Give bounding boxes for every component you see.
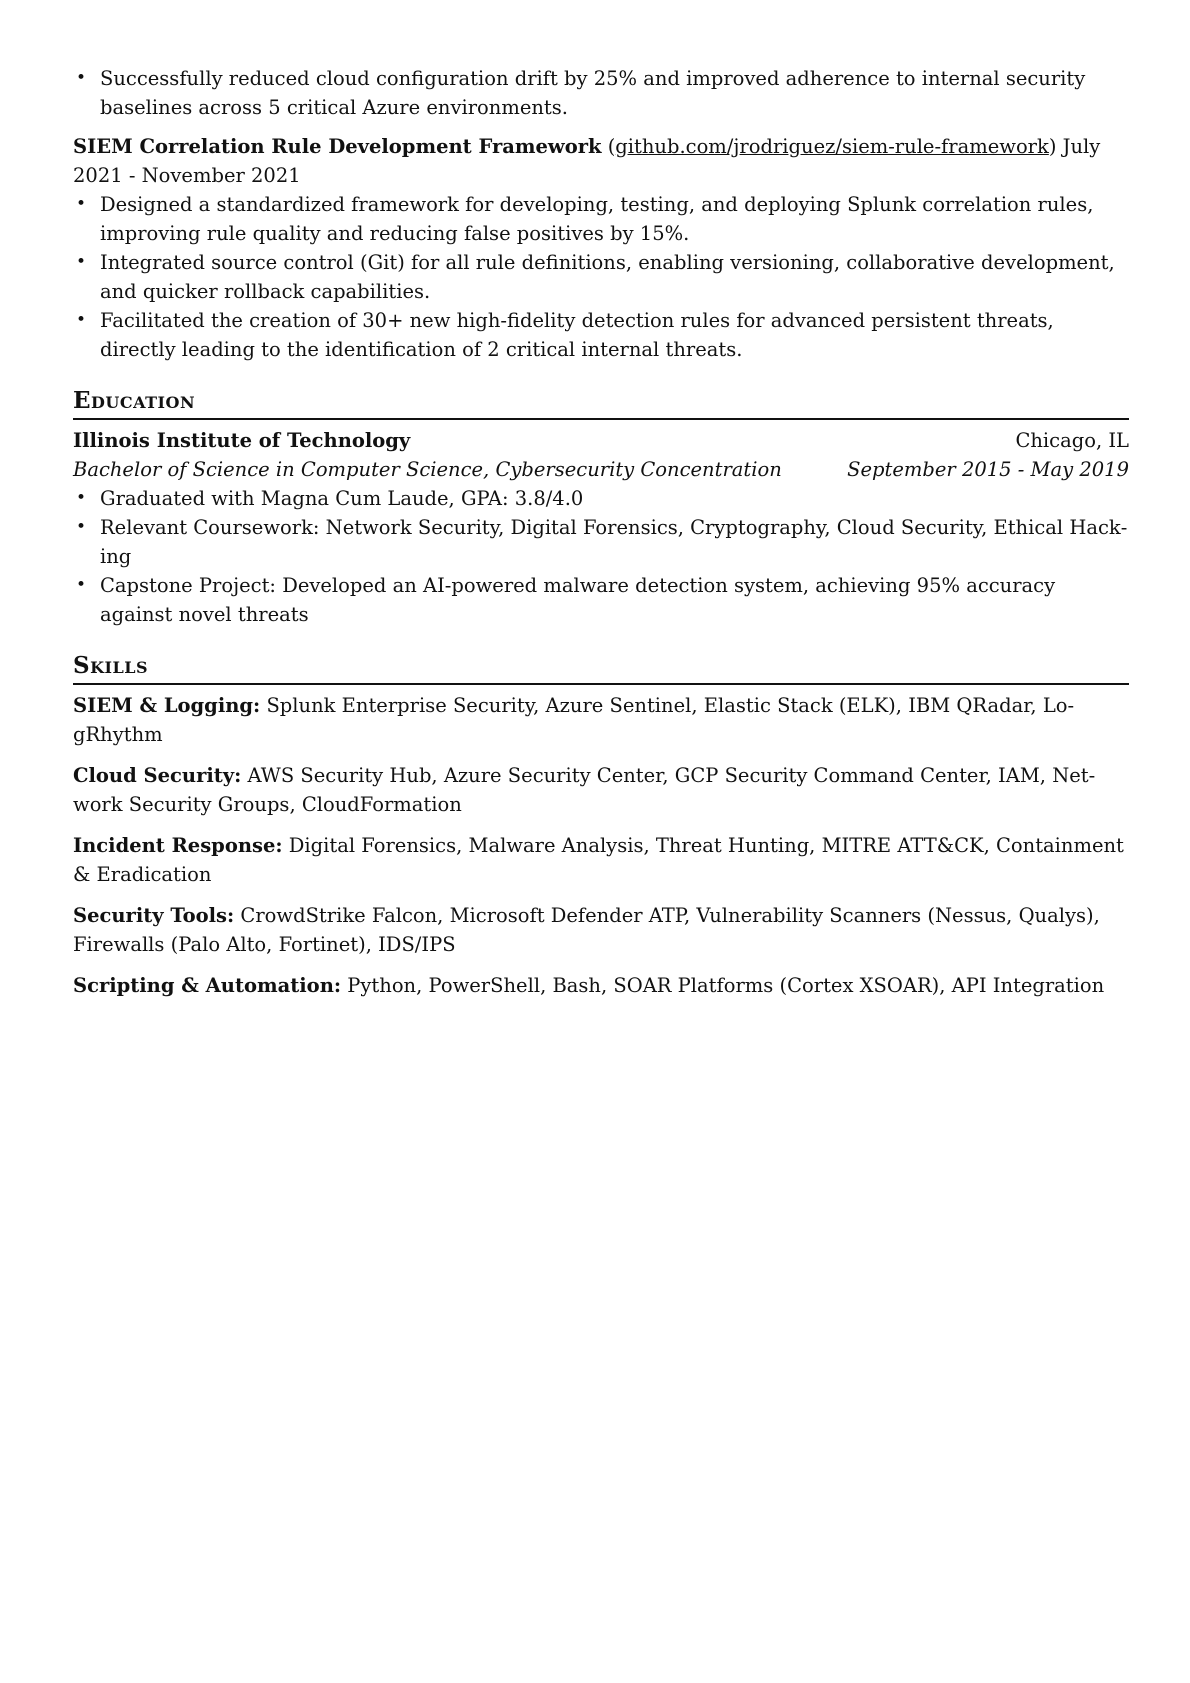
skill-label: Cloud Security:: [73, 764, 242, 787]
skill-value: CrowdStrike Falcon, Microsoft Defender ATP, Vulnerability Scanners (Nessus, Qualys), Firewalls (Palo Alto, Fortinet), IDS/IPS: [73, 904, 1100, 956]
list-item: • Successfully reduced cloud configuration drift by 25% and improved adherence to internal security baselines across 5 critical Azure environments.: [73, 64, 1129, 122]
section-heading-education: Education: [73, 386, 1129, 420]
skill-value: Splunk Enterprise Security, Azure Sentinel, Elastic Stack (ELK), IBM QRadar, LogRhythm: [73, 694, 1075, 746]
project-bullets: [73, 190, 1129, 364]
resume-page: [73, 64, 1129, 1012]
education-row-degree: [73, 455, 1129, 484]
section-heading-skills: Skills: [73, 651, 1129, 685]
list-item: • Designed a standardized framework for developing, testing, and deploying Splunk correlation rules, improving rule quality and reducing false positives by 15%.: [73, 190, 1129, 248]
project-prev-bullets: [73, 64, 1129, 122]
list-item: • Relevant Coursework: Network Security, Digital Forensics, Cryptography, Cloud Security, Ethical Hacking: [73, 513, 1129, 571]
education-row-school: [73, 426, 1129, 455]
skills-section: [73, 651, 1129, 1000]
skill-value: Digital Forensics, Malware Analysis, Threat Hunting, MITRE ATT&CK, Containment & Eradication: [73, 834, 1124, 886]
project-header: [73, 132, 1129, 190]
project-dates: July 2021 - November 2021: [73, 135, 1101, 187]
project-link[interactable]: github.com/jrodriguez/siem-rule-framework: [615, 135, 1049, 158]
skill-label: Incident Response:: [73, 834, 283, 857]
skill-incident: [73, 831, 1129, 889]
education-dates: September 2015 - May 2019: [847, 458, 1129, 481]
skill-label: Security Tools:: [73, 904, 235, 927]
project-siem: [73, 132, 1129, 364]
project-link-wrap: (github.com/jrodriguez/siem-rule-framework): [607, 135, 1057, 158]
skill-label: SIEM & Logging:: [73, 694, 261, 717]
education-bullets: [73, 484, 1129, 629]
skill-value: AWS Security Hub, Azure Security Center, GCP Security Command Center, IAM, Network Security Groups, CloudFormation: [73, 764, 1096, 816]
list-item: • Facilitated the creation of 30+ new high-fidelity detection rules for advanced persistent threats, directly leading to the identification of 2 critical internal threats.: [73, 306, 1129, 364]
school-name: Illinois Institute of Technology: [73, 429, 411, 452]
education-section: [73, 386, 1129, 629]
school-location: Chicago, IL: [1015, 429, 1129, 452]
skill-siem: [73, 691, 1129, 749]
skill-label: Scripting & Automation:: [73, 974, 342, 997]
project-title: SIEM Correlation Rule Development Framework: [73, 135, 602, 158]
skill-cloud: [73, 761, 1129, 819]
skill-tools: [73, 901, 1129, 959]
skill-value: Python, PowerShell, Bash, SOAR Platforms (Cortex XSOAR), API Integration: [347, 974, 1105, 997]
list-item: • Graduated with Magna Cum Laude, GPA: 3.8/4.0: [73, 484, 1129, 513]
skill-scripting: [73, 971, 1129, 1000]
degree: Bachelor of Science in Computer Science, Cybersecurity Concentration: [73, 458, 782, 481]
list-item: • Capstone Project: Developed an AI-powered malware detection system, achieving 95% accuracy against novel threats: [73, 571, 1129, 629]
list-item: • Integrated source control (Git) for all rule definitions, enabling versioning, collaborative development, and quicker rollback capabilities.: [73, 248, 1129, 306]
